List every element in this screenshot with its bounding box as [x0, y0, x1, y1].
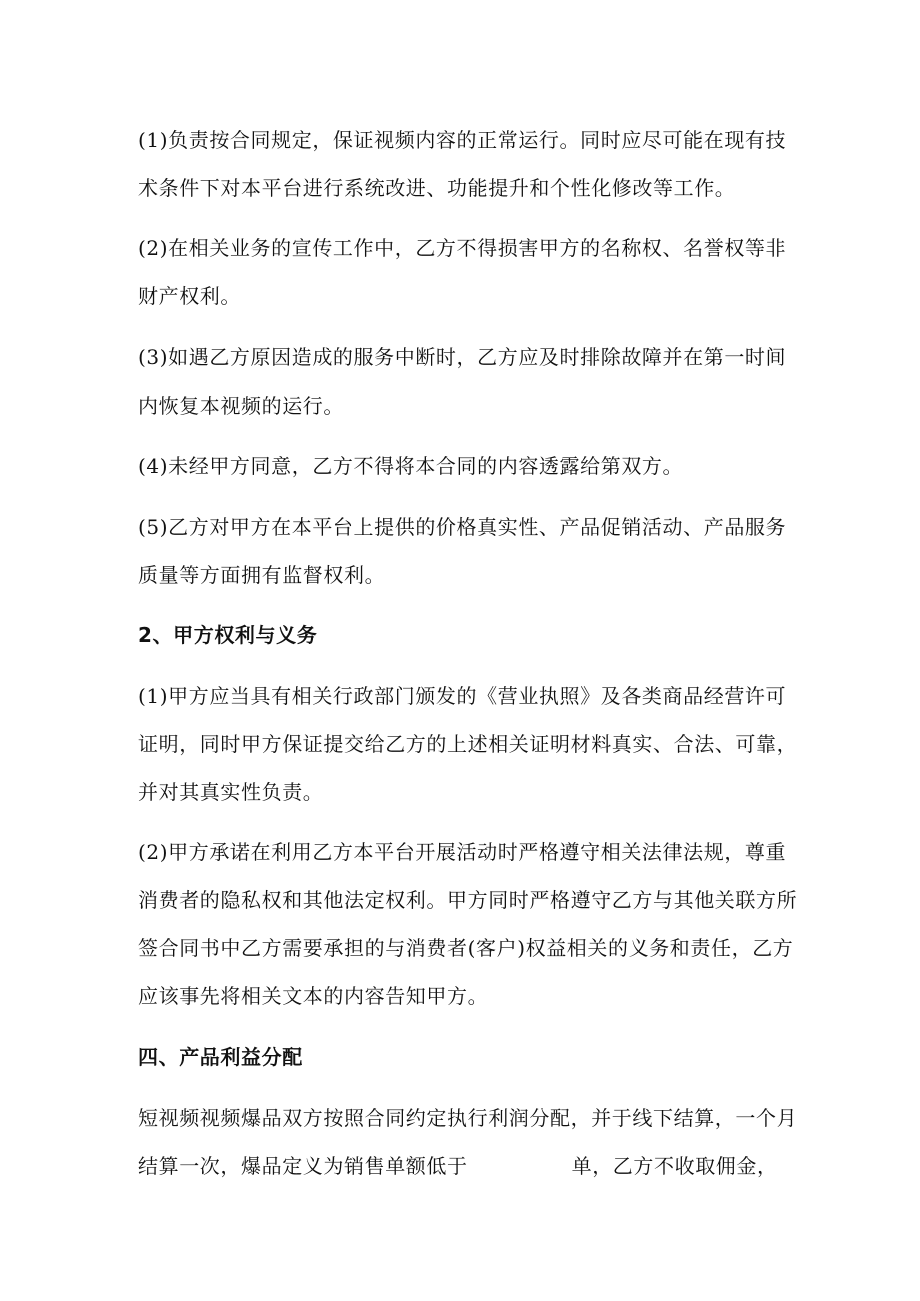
paragraph-line: (1)负责按合同规定，保证视频内容的正常运行。同时应尽可能在现有技 [138, 128, 787, 152]
line-text-before-blank: 结算一次，爆品定义为销售单额低于 [138, 1154, 468, 1178]
paragraph-line: (3)如遇乙方原因造成的服务中断时，乙方应及时排除故障并在第一时间 [138, 345, 787, 369]
paragraph-line: (1)甲方应当具有相关行政部门颁发的《营业执照》及各类商品经营许可 [138, 684, 787, 708]
paragraph-line: (4)未经甲方同意，乙方不得将本合同的内容透露给第双方。 [138, 454, 684, 478]
paragraph-line: 证明，同时甲方保证提交给乙方的上述相关证明材料真实、合法、可靠， [138, 732, 798, 756]
paragraph-line: 短视频视频爆品双方按照合同约定执行利润分配，并于线下结算，一个月 [138, 1106, 798, 1130]
section-heading: 2、甲方权利与义务 [138, 623, 318, 647]
paragraph-line: (2)甲方承诺在利用乙方本平台开展活动时严格遵守相关法律法规，尊重 [138, 840, 787, 864]
paragraph-line: 质量等方面拥有监督权利。 [138, 563, 386, 587]
paragraph-line: 并对其真实性负责。 [138, 780, 324, 804]
paragraph-line: (2)在相关业务的宣传工作中，乙方不得损害甲方的名称权、名誉权等非 [138, 236, 787, 260]
paragraph-line: 消费者的隐私权和其他法定权利。甲方同时严格遵守乙方与其他关联方所 [138, 888, 798, 912]
line-text-after-blank: 单，乙方不收取佣金， [571, 1154, 778, 1178]
paragraph-line: 内恢复本视频的运行。 [138, 394, 344, 418]
paragraph-line: 财产权利。 [138, 284, 241, 308]
paragraph-line: 应该事先将相关文本的内容告知甲方。 [138, 984, 489, 1008]
paragraph-line: 签合同书中乙方需要承担的与消费者(客户)权益相关的义务和责任，乙方 [138, 936, 794, 960]
paragraph-line [138, 1152, 798, 1180]
paragraph-line: (5)乙方对甲方在本平台上提供的价格真实性、产品促销活动、产品服务 [138, 515, 787, 539]
section-heading: 四、产品利益分配 [138, 1045, 303, 1069]
paragraph-line: 术条件下对本平台进行系统改进、功能提升和个性化修改等工作。 [138, 176, 736, 200]
